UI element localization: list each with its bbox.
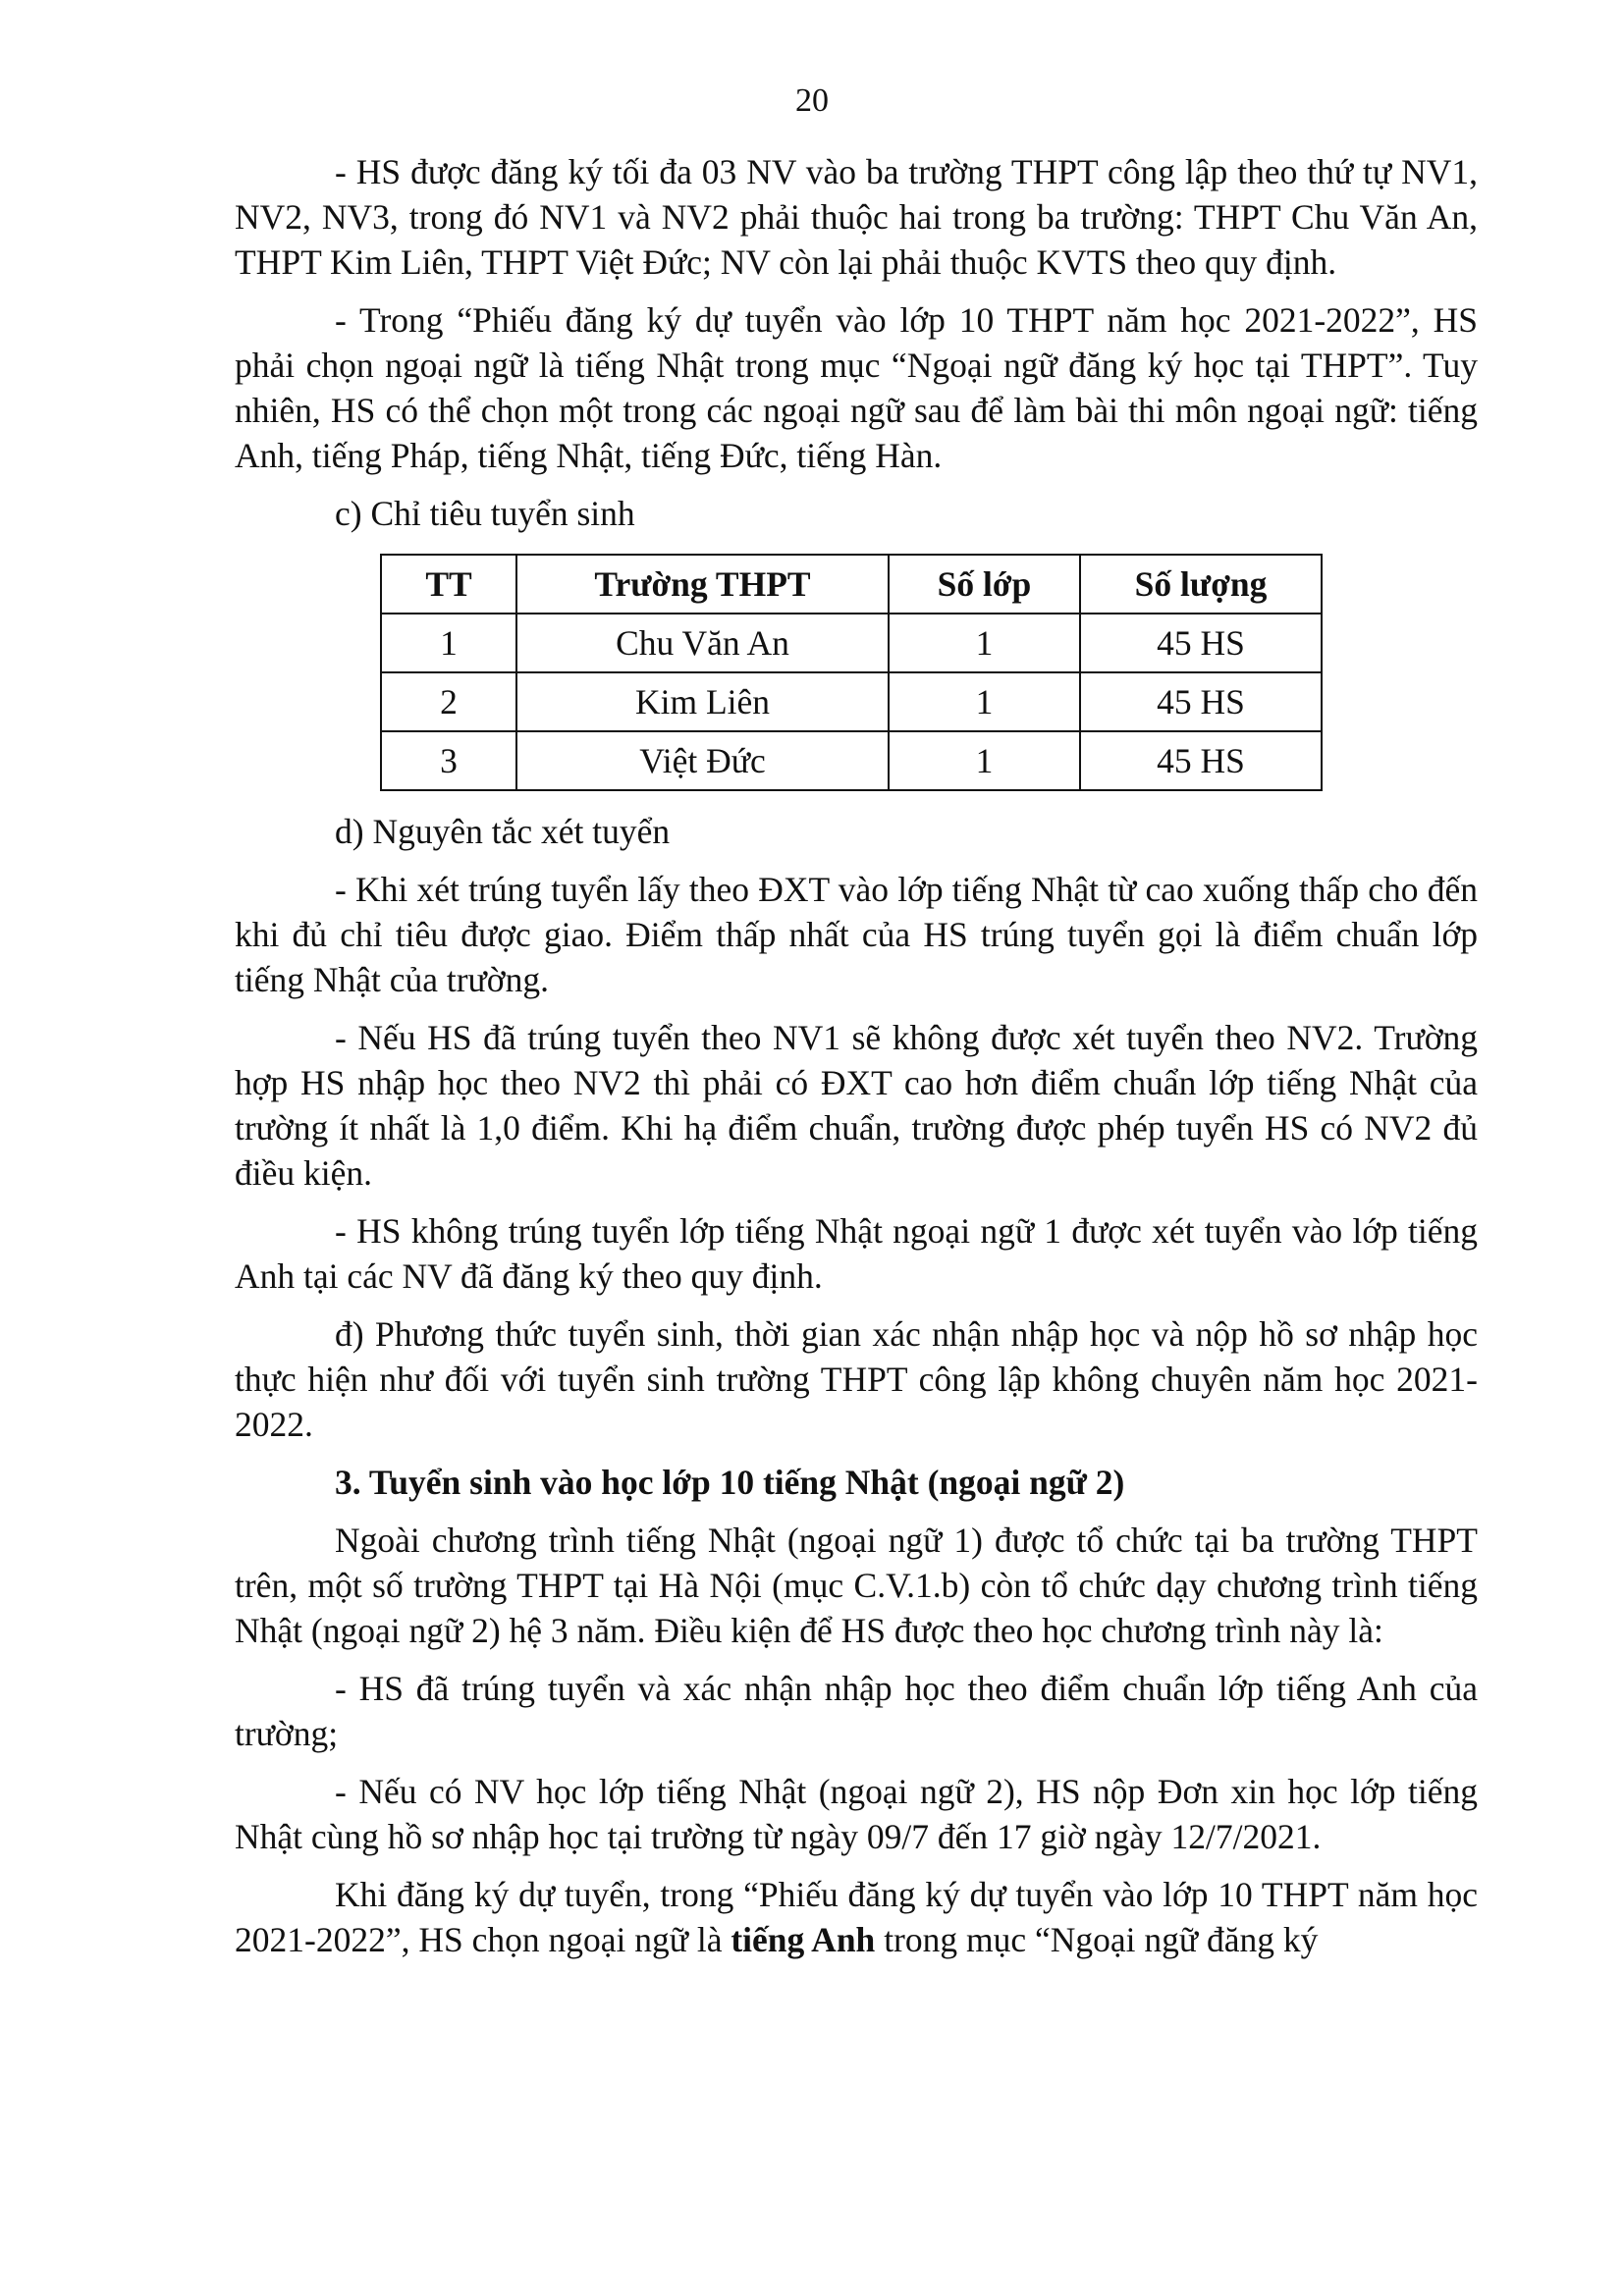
- header-class-count: Số lớp: [889, 555, 1080, 614]
- header-tt: TT: [381, 555, 516, 614]
- cell-class-count: 1: [889, 614, 1080, 672]
- section-c-label: c) Chỉ tiêu tuyển sinh: [335, 494, 635, 533]
- cell-school: Chu Văn An: [516, 614, 889, 672]
- registration-note-end: trong mục “Ngoại ngữ đăng ký: [875, 1920, 1319, 1959]
- document-body: [235, 149, 1478, 1975]
- cell-tt: 3: [381, 731, 516, 790]
- paragraph-english-fallback: - HS không trúng tuyển lớp tiếng Nhật ngoại ngữ 1 được xét tuyển vào lớp tiếng Anh tại các NV đã đăng ký theo quy định.: [235, 1211, 1478, 1296]
- cell-quantity: 45 HS: [1080, 672, 1322, 731]
- paragraph-foreign-language-choice: - Trong “Phiếu đăng ký dự tuyển vào lớp 10 THPT năm học 2021-2022”, HS phải chọn ngoại ngữ là tiếng Nhật trong mục “Ngoại ngữ đăng ký học tại THPT”. Tuy nhiên, HS có thể chọn một trong các ngoại ngữ sau để làm bài thi môn ngoại ngữ: tiếng Anh, tiếng Pháp, tiếng Nhật, tiếng Đức, tiếng Hàn.: [235, 300, 1478, 475]
- page-number: 20: [795, 82, 829, 119]
- registration-note-bold: tiếng Anh: [731, 1920, 876, 1959]
- header-quantity: Số lượng: [1080, 555, 1322, 614]
- paragraph-nv-registration: - HS được đăng ký tối đa 03 NV vào ba trường THPT công lập theo thứ tự NV1, NV2, NV3, trong đó NV1 và NV2 phải thuộc hai trong ba trường: THPT Chu Văn An, THPT Kim Liên, THPT Việt Đức; NV còn lại phải thuộc KVTS theo quy định.: [235, 152, 1478, 282]
- paragraph-ranking-rule: - Khi xét trúng tuyển lấy theo ĐXT vào lớp tiếng Nhật từ cao xuống thấp cho đến khi đủ chỉ tiêu được giao. Điểm thấp nhất của HS trúng tuyển gọi là điểm chuẩn lớp tiếng Nhật của trường.: [235, 870, 1478, 999]
- table-row: [381, 672, 1322, 731]
- cell-class-count: 1: [889, 672, 1080, 731]
- header-school: Trường THPT: [516, 555, 889, 614]
- cell-quantity: 45 HS: [1080, 614, 1322, 672]
- cell-school: Việt Đức: [516, 731, 889, 790]
- quota-table-wrapper: [380, 554, 1478, 791]
- paragraph-condition-application: - Nếu có NV học lớp tiếng Nhật (ngoại ngữ 2), HS nộp Đơn xin học lớp tiếng Nhật cùng hồ sơ nhập học tại trường từ ngày 09/7 đến 17 giờ ngày 12/7/2021.: [235, 1772, 1478, 1856]
- cell-tt: 2: [381, 672, 516, 731]
- cell-quantity: 45 HS: [1080, 731, 1322, 790]
- section-d-label: d) Nguyên tắc xét tuyển: [335, 812, 671, 851]
- cell-school: Kim Liên: [516, 672, 889, 731]
- paragraph-admission-method: đ) Phương thức tuyển sinh, thời gian xác nhận nhập học và nộp hồ sơ nhập học thực hiện như đối với tuyển sinh trường THPT công lập không chuyên năm học 2021-2022.: [235, 1314, 1478, 1444]
- table-header-row: [381, 555, 1322, 614]
- quota-table: [380, 554, 1323, 791]
- section-3-heading: 3. Tuyển sinh vào học lớp 10 tiếng Nhật (ngoại ngữ 2): [335, 1463, 1125, 1502]
- table-row: [381, 614, 1322, 672]
- table-row: [381, 731, 1322, 790]
- paragraph-registration-note: [235, 1872, 1478, 1962]
- paragraph-condition-admitted: - HS đã trúng tuyển và xác nhận nhập học theo điểm chuẩn lớp tiếng Anh của trường;: [235, 1669, 1478, 1753]
- paragraph-second-language-program: Ngoài chương trình tiếng Nhật (ngoại ngữ 1) được tổ chức tại ba trường THPT trên, một số trường THPT tại Hà Nội (mục C.V.1.b) còn tổ chức dạy chương trình tiếng Nhật (ngoại ngữ 2) hệ 3 năm. Điều kiện để HS được theo học chương trình này là:: [235, 1521, 1478, 1650]
- paragraph-nv2-rule: - Nếu HS đã trúng tuyển theo NV1 sẽ không được xét tuyển theo NV2. Trường hợp HS nhập học theo NV2 thì phải có ĐXT cao hơn điểm chuẩn lớp tiếng Nhật của trường ít nhất là 1,0 điểm. Khi hạ điểm chuẩn, trường được phép tuyển HS có NV2 đủ điều kiện.: [235, 1018, 1478, 1193]
- cell-class-count: 1: [889, 731, 1080, 790]
- cell-tt: 1: [381, 614, 516, 672]
- registration-note-start: Khi đăng ký dự tuyển, trong “Phiếu đăng ký dự tuyển vào lớp 10 THPT năm học 2021-2022”, HS chọn ngoại ngữ là: [235, 1875, 1478, 1959]
